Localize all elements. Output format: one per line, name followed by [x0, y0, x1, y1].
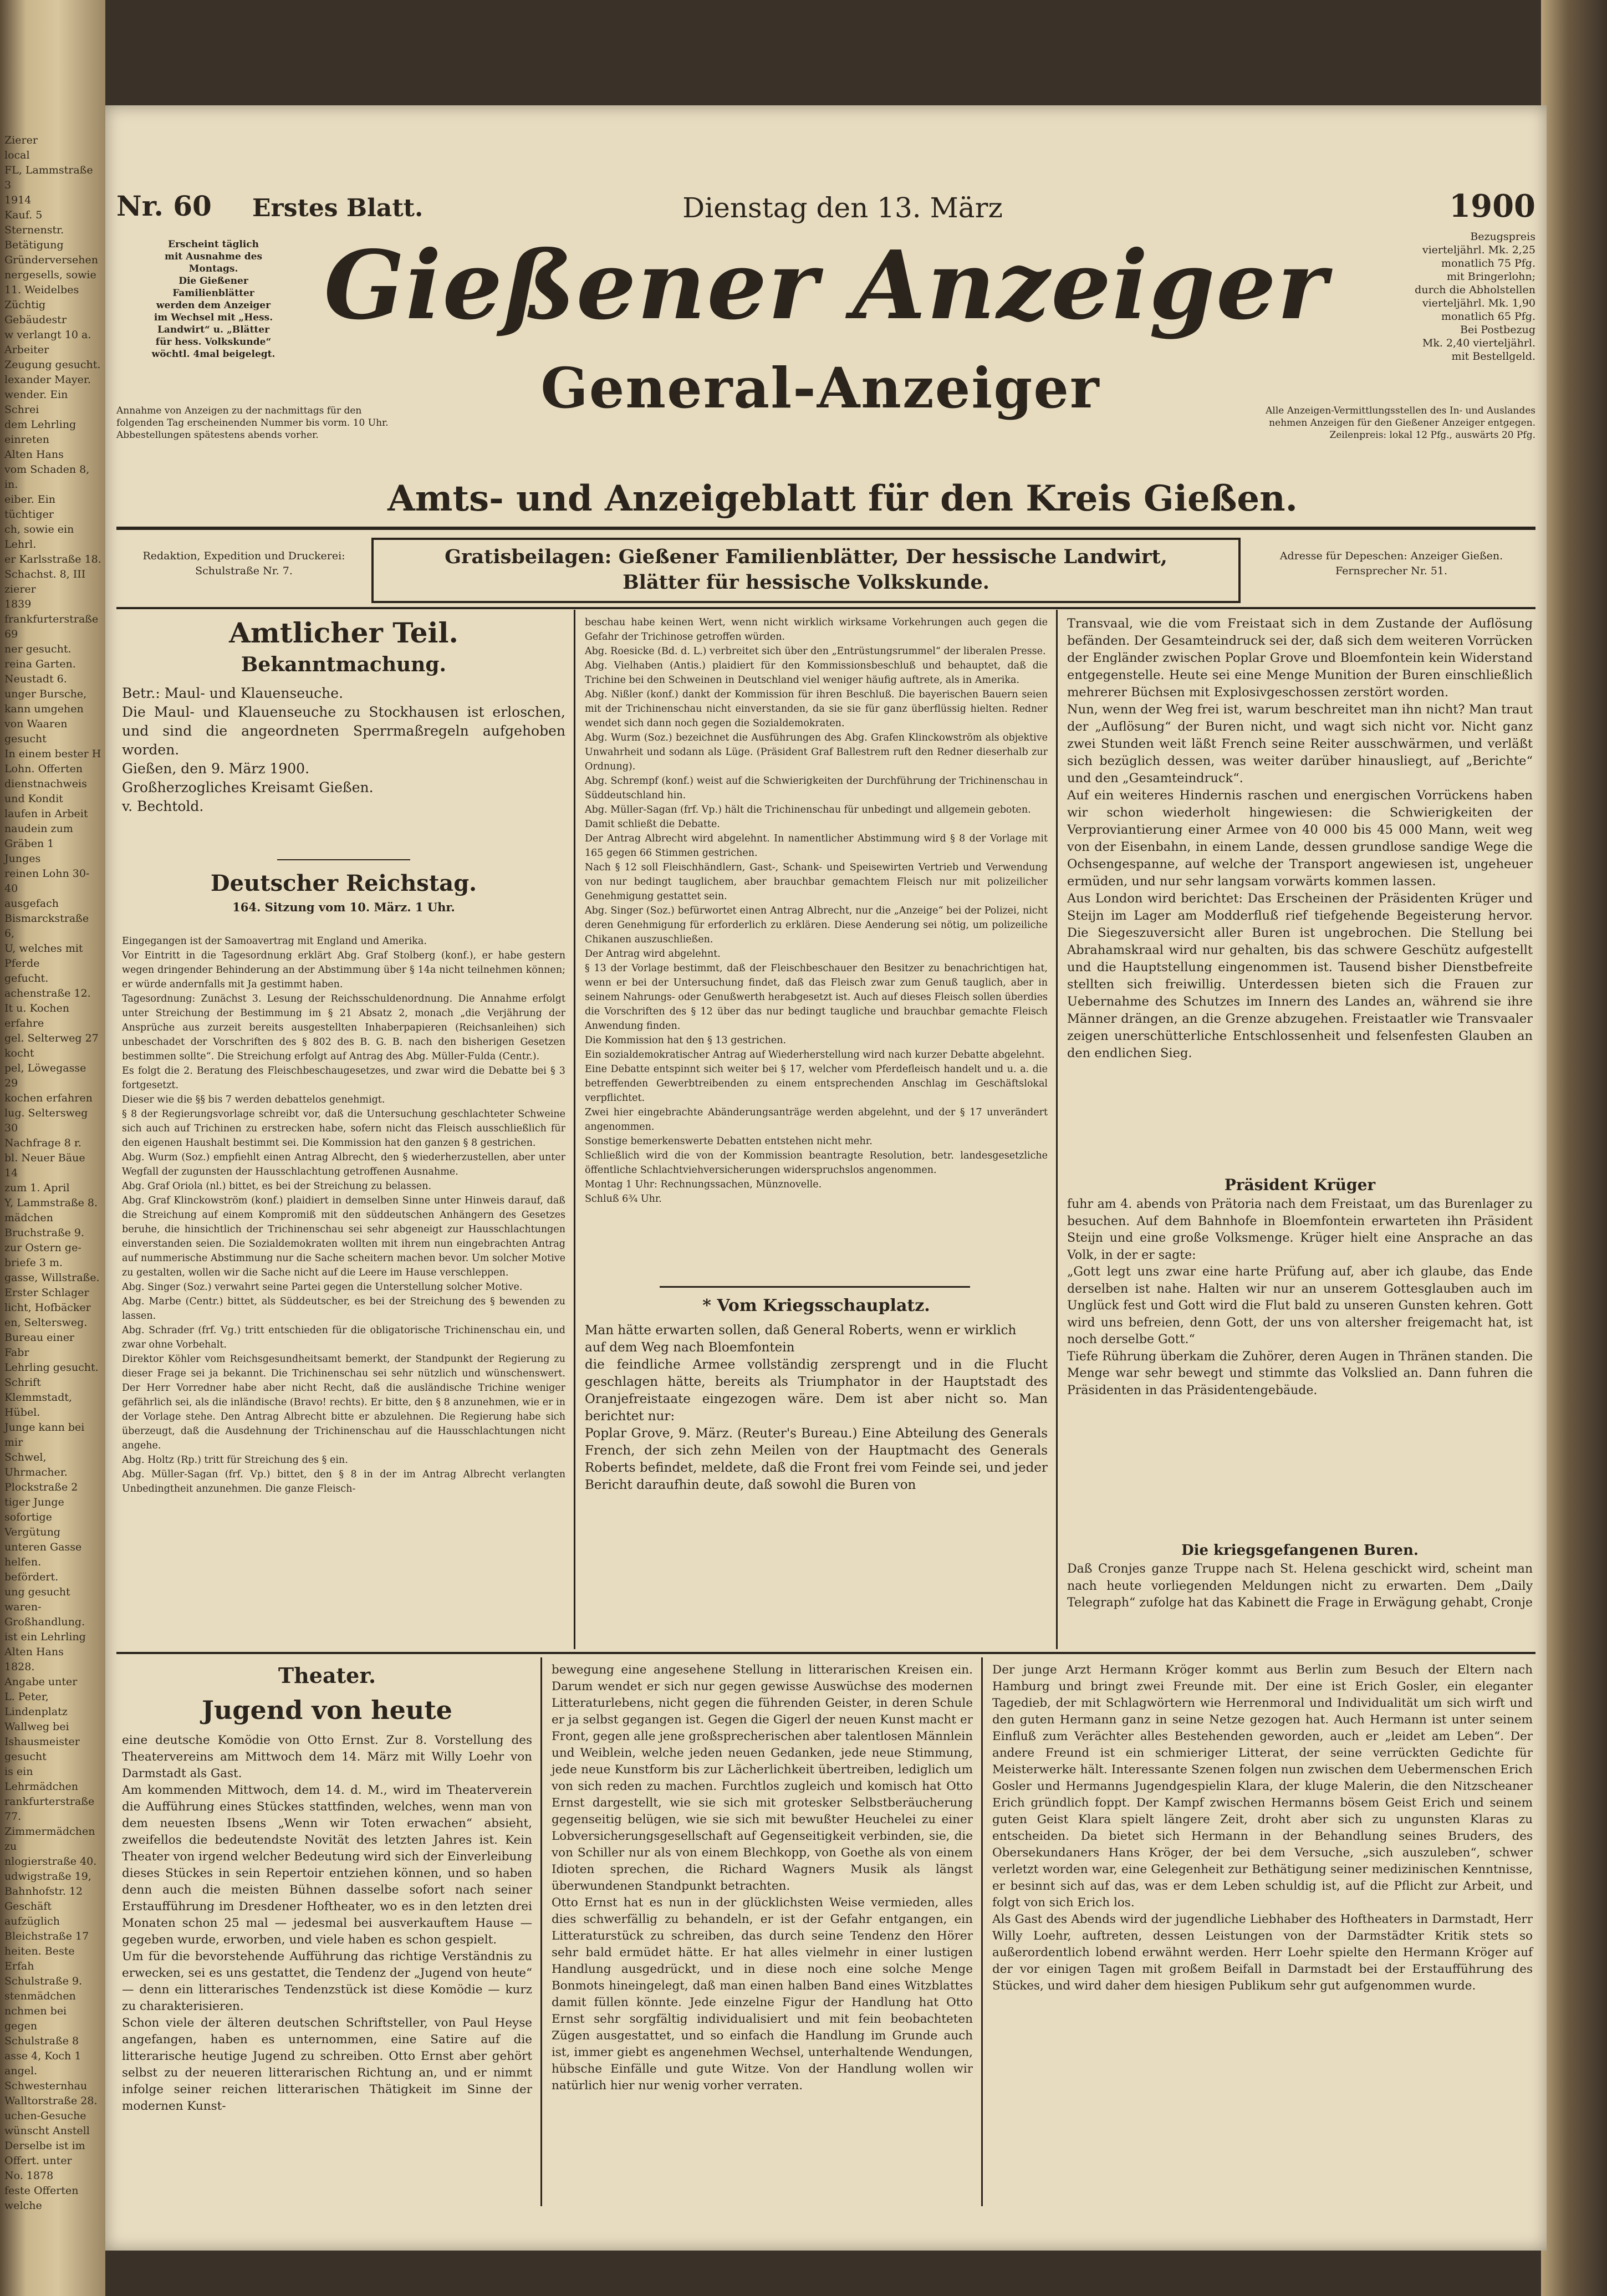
reichstag-text: Eingegangen ist der Samoavertrag mit England und Amerika. Vor Eintritt in die Tagesordnung erklärt Abg. Graf Stolberg (konf.), er habe gestern wegen dringender Behinderung an der Abstimmung über § 14a nicht teilnehmen können; er würde andernfalls mit Ja gestimmt haben. Tagesordnung: Zunächst 3. Lesung der Reichsschuldenordnung. Die Annahme erfolgt unter Streichung der Bestimmung im § 21 Absatz 2, monach „die Verjährung der Ansprüche aus zurzeit bereits ausgestellten Inhaberpapieren (Reichsanleihen) sich unbeschadet der Vorschriften des § 802 des B. G. B. nach den bisherigen Gesetzen bestimmen sollte“. Die Streichung erfolgt auf Antrag des Abg. Müller-Fulda (Centr.). Es folgt die 2. Beratung des Fleischbeschaugesetzes, und zwar wird die Debatte bei § 3 fortgesetzt. Dieser wie die §§ bis 7 werden debattelos genehmigt. § 8 der Regierungsvorlage schreibt vor, daß die Untersuchung geschlachteter Schweine sich auch auf Trichinen zu erstrecken habe, sofern nicht das Fleisch ausschließlich für den eigenen Haushalt bestimmt sei. Die Kommission hat den ganzen § 8 gestrichen. Abg. Wurm (Soz.) empfiehlt einen Antrag Albrecht, den § wiederherzustellen, aber unter Wegfall der zugunsten der Hausschlachtung getroffenen Ausnahme. Abg. Graf Oriola (nl.) bittet, es bei der Streichung zu belassen. Abg. Graf Klinckowström (konf.) plaidiert in demselben Sinne unter Hinweis darauf, daß die Streichung auf einem Kompromiß mit den süddeutschen Anhängern des Gesetzes beruhe, die hinsichtlich der Trichinenschau sei sehr abgeneigt zur Hausschlachtungen einverstanden seien. Die Sozialdemokraten wollten mit ihrem nun eingebrachten Antrag auf nummerische Abstimmung nur die Sache scheitern machen bevor. Um solcher Motive zu gestalten, wollen wir die Sache nicht auf die Leere im Hause verschleppen. Abg. Singer (Soz.) verwahrt seine Partei gegen die Unterstellung solcher Motive. Abg. Marbe (Centr.) bittet, als Süddeutscher, es bei der Streichung des § bewenden zu lassen. Abg. Schrader (frf. Vg.) tritt entschieden für die obligatorische Trichinenschau ein, und zwar ohne Vorbehalt. Direktor Köhler vom Reichsgesundheitsamt bemerkt, der Standpunkt der Regierung zu dieser Frage sei ja bekannt. Die Trichinenschau sei sehr nützlich und wünschenswert. Der Herr Vorredner habe aber nicht Recht, daß die ausländische Trichine weniger gefährlich sei, als die inländische (Bravo! rechts). Er bitte, den § 8 anzunehmen, wie er in der Vorlage stehe. Den Antrag Albrecht bitte er abzulehnen. Die Regierung habe sich überzeugt, daß die Ausdehnung der Trichinenschau auf die Hausschlachtungen nicht angehe. Abg. Holtz (Rp.) tritt für Streichung des § ein. Abg. Müller-Sagan (frf. Vp.) bittet, den § 8 in der im Antrag Albrecht verlangten Unbedingtheit anzunehmen. Die ganze Fleisch-: [122, 936, 565, 1494]
office-address: Redaktion, Expedition und Druckerei: Schulstraße Nr. 7.: [142, 550, 345, 577]
war-heading: * Vom Kriegsschauplatz.: [702, 1296, 930, 1315]
ad-rates-note: Alle Anzeigen-Vermittlungsstellen des In- und Auslandes nehmen Anzeigen für den Gießener Anzeiger entgegen. Zeilenpreis: lokal 12 Pfg., auswärts 20 Pfg.: [1266, 405, 1535, 441]
book-edge: [1541, 0, 1607, 2296]
issue-year: 1900: [1449, 188, 1535, 225]
official-section: [122, 615, 565, 916]
announcement-text: Betr.: Maul- und Klauenseuche. Die Maul- und Klauenseuche zu Stockhausen ist erloschen, und sind die angeordneten Sperrmaßregeln aufgehoben worden. Gießen, den 9. März 1900. Großherzogliches Kreisamt Gießen. v. Bechtold.: [122, 685, 565, 814]
war-text: Man hätte erwarten sollen, daß General Roberts, wenn er wirklich auf dem Weg nach Bloemfontein die feindliche Armee vollständig zersprengt und in die Flucht geschlagen hätte, bereits als Triumphator in der Hauptstadt des Oranjefreistaate eingezogen wäre. Dem ist aber nicht so. Man berichtet nur: Poplar Grove, 9. März. (Reuter's Bureau.) Eine Abteilung des Generals French, der sich zehn Meilen von der Hauptmacht des Generals Roberts befindet, meldete, daß die Front frei vom Feinde sei, und jeder Bericht daraufhin deute, daß sowohl die Buren von: [585, 1323, 1048, 1492]
war-rule: [660, 1286, 970, 1288]
tagline: Amts- und Anzeigeblatt für den Kreis Gießen.: [387, 478, 1298, 519]
supplements-box: [371, 538, 1241, 603]
sheet-label: Erstes Blatt.: [252, 194, 424, 222]
play-title: Jugend von heute: [202, 1695, 452, 1725]
prisoners-heading: Die kriegsgefangenen Buren.: [1181, 1542, 1419, 1559]
adjacent-page-text: Zierer local FL, Lammstraße 3 1914 Kauf. 5 Sternenstr. Betätigung Gründerversehen nergesells, sowie 11. Weidelbes Züchtig Gebäudestr w verlangt 10 a. Arbeiter Zeugung gesucht. lexander Mayer. wender. Ein Schrei dem Lehrling einreten Alten Hans vom Schaden 8, in. eiber. Ein tüchtiger ch, sowie ein Lehrl. er Karlsstraße 18. Schachst. 8, III zierer 1839 frankfurterstraße 69 ner gesucht. reina Garten. Neustadt 6. unger Bursche, kann umgehen von Waaren gesucht In einem bester H Lohn. Offerten dienstnachweis und Kondit laufen in Arbeit naudein zum Gräben 1 Junges reinen Lohn 30-40 ausgefach Bismarckstraße 6, U, welches mit Pferde gefucht. achenstraße 12. It u. Kochen erfahre gel. Selterweg 27 kocht pel, Löwegasse 29 kochen erfahren lug. Seltersweg 30 Nachfrage 8 r. bl. Neuer Bäue 14 zum 1. April Y, Lammstraße 8. mädchen Bruchstraße 9. zur Ostern ge- briefe 3 m. gasse, Willstraße. Erster Schlager licht, Hofbäcker en, Seltersweg. Bureau einer Fabr Lehrling gesucht. Schrift Klemmstadt, Hübel. Junge kann bei mir Schwel, Uhrmacher. Plockstraße 2 tiger Junge sofortige Vergütung unteren Gasse helfen. befördert. ung gesucht waren-Großhandlung. ist ein Lehrling Alten Hans 1828. Angabe unter L. Peter, Lindenplatz Wallweg bei Ishausmeister gesucht is ein Lehrmädchen rankfurterstraße 77. Zimmermädchen zu nlogierstraße 40. udwigstraße 19, Bahnhofstr. 12 Geschäft aufzüglich Bleichstraße 17 heiten. Beste Erfah Schulstraße 9. stenmädchen nchmen bei gegen Schulstraße 8 asse 4, Koch 1 angel. Schwesternhau Walltorstraße 28. uchen-Gesuche wünscht Anstell Derselbe ist im Offert. unter No. 1878 feste Offerten welche: [4, 134, 101, 2212]
newspaper-title: Gießener Anzeiger: [324, 230, 1328, 341]
issue-date: Dienstag den 13. März: [682, 192, 1003, 224]
theater-text-1: eine deutsche Komödie von Otto Ernst. Zur 8. Vorstellung des Theatervereins am Mittwoch dem 14. März mit Willy Loehr von Darmstadt als Gast. Am kommenden Mittwoch, dem 14. d. M., wird im Theaterverein die Aufführung eines Stückes stattfinden, welches, wenn man von dem neuesten Ibsens „Wenn wir Toten erwachen“ absieht, zweifellos die bedeutendste Novität des letzten Jahres ist. Kein Theater von irgend welcher Bedeutung wird sich der Einverleibung dieses Stückes in sein Repertoir entziehen können, und so haben denn auch die meisten Bühnen dasselbe sofort nach seiner Erstaufführung im Dresdener Hoftheater, wo es in den letzten drei Monaten schon 25 mal — jedesmal bei ausverkauftem Hause — gegeben wurde, erworben, und viele haben es schon gespielt. Um für die bevorstehende Aufführung das richtige Verständnis zu erwecken, sei es uns gestattet, die Tendenz der „Jugend von heute“ — denn ein litterarisches Tendenzstück ist diese Komödie — kurz zu charakterisieren. Schon viele der älteren deutschen Schriftsteller, von Paul Heyse angefangen, haben es unternommen, eine Satire auf die litterarische heutige Jugend zu schreiben. Otto Ernst aber gehört selbst zu der neueren litterarischen Richtung an, und er nimmt infolge seiner reichen litterarischen Thätigkeit im Sinne der modernen Kunst-: [122, 1733, 532, 2113]
column-divider-1: [574, 610, 575, 1649]
theater-text-3: Der junge Arzt Hermann Kröger kommt aus Berlin zum Besuch der Eltern nach Hamburg und bringt zwei Freunde mit. Der eine ist Erich Gosler, ein eleganter Tagedieb, der mit Schlagwörtern wie Herrenmoral und Individualität um sich wirft und den guten Hermann ganz in seine Netze gezogen hat. Auch Hermann ist unter seinem Einfluß zum Verächter alles Bestehenden geworden, auch er „leidet am Leben“. Der andere Freund ist ein schmieriger Litterat, der seine verrückten Gedichte für Meisterwerke hält. Interessante Szenen folgen nun zwischen dem Uebermenschen Erich Gosler und Hermanns Jugendgespielin Klara, der kluge Malerin, die den Nitzscheaner Erich gründlich foppt. Der Kampf zwischen Hermanns bösem Geist Erich und seinem guten Geist Klara spielt längere Zeit, droht aber sich zu ungunsten Klaras zu entscheiden. Da bietet sich Hermann in der Behandlung seines Bruders, des Obersekundaners Hans Kröger, der bei dem Versuche, „sich auszuleben“, schwer verletzt worden war, eine Gelegenheit zur Bethätigung seiner medizinischen Kenntnisse, er besinnt sich auf das, was er dem Leben schuldig ist, auf die Pflicht zur Arbeit, und folgt von sich Erich los. Als Gast des Abends wird der jugendliche Liebhaber des Hoftheaters in Darmstadt, Herr Willy Loehr, auftreten, dessen Leistungen von der Darmstädter Kritik stets so außerordentlich lobend erwähnt werden. Herr Loehr spielte den Hermann Kröger auf der vor einigen Tagen mit großem Beifall in Darmstadt bei der Erstaufführung des Stückes, und wird daher dem hiesigen Publikum sehr gut aufgenommen wurde.: [992, 1663, 1533, 1993]
adjacent-page-strip: [0, 0, 105, 2296]
newspaper-page: [105, 105, 1547, 2251]
announcement-heading: Bekanntmachung.: [241, 653, 447, 676]
column-divider-2: [1056, 610, 1058, 1649]
ad-deadline-note: Annahme von Anzeigen zu der nachmittags für den folgenden Tag erscheinenden Nummer bis vorm. 10 Uhr. Abbestellungen spätestens abends vorher.: [116, 405, 389, 441]
section-rule: [277, 859, 410, 860]
kruger-text: fuhr am 4. abends von Prätoria nach dem Freistaat, um das Burenlager zu besuchen. Auf dem Bahnhofe in Bloemfontein erwarteten ihn Präsident Steijn und eine große Volksmenge. Krüger hielt eine Ansprache an das Volk, in der er sagte: „Gott legt uns zwar eine harte Prüfung auf, aber ich glaube, das Ende derselben ist nahe. Halten wir nur an unserem Gottesglauben auch im Unglück fest und Gott wird die Flut bald zu unseren Gunsten kehren. Gott wird uns befreien, denn Gott, der uns von altersher freigemacht hat, ist noch derselbe Gott.“ Tiefe Rührung überkam die Zuhörer, deren Augen in Thränen standen. Die Menge war sehr bewegt und stimmte das Volkslied an. Dann fuhren die Präsidenten in das Präsidentengebäude.: [1067, 1197, 1533, 1397]
issue-number: Nr. 60: [116, 190, 212, 222]
subscription-price: Bezugspreis vierteljährl. Mk. 2,25 monatlich 75 Pfg. mit Bringerlohn; durch die Abholstellen vierteljährl. Mk. 1,90 monatlich 65 Pfg. Bei Postbezug Mk. 2,40 vierteljährl. mit Bestellgeld.: [1415, 231, 1535, 363]
prisoners-text: Daß Cronjes ganze Truppe nach St. Helena geschickt wird, scheint man nach heute vorliegenden Meldungen nicht zu erwarten. Dem „Daily Telegraph“ zufolge hat das Kabinett die Frage in Erwägung gehabt, Cronje: [1067, 1562, 1533, 1610]
supplements-list: Gratisbeilagen: Gießener Familienblätter, Der hessische Landwirt, Blätter für hessische Volkskunde.: [445, 545, 1167, 594]
reichstag-continued: beschau habe keinen Wert, wenn nicht wirklich wirksame Vorkehrungen auch gegen die Gefahr der Trichinose getroffen würden. Abg. Roesicke (Bd. d. L.) verbreitet sich über den „Entrüstungsrummel“ der liberalen Presse. Abg. Vielhaben (Antis.) plaidiert für den Kommissionsbeschluß und behauptet, daß die Trichine bei den Schweinen in Deutschland viel weniger häufig auftrete, als in Amerika. Abg. Nißler (konf.) dankt der Kommission für ihren Beschluß. Die bayerischen Bauern seien mit der Trichinenschau nicht einverstanden, da sie sie für ganz überflüssig hielten. Redner wendet sich dann noch gegen die Sozialdemokraten. Abg. Wurm (Soz.) bezeichnet die Ausführungen des Abg. Grafen Klinckowström als objektive Unwahrheit und sodann als Lüge. (Präsident Graf Ballestrem ruft den Redner dieserhalb zur Ordnung). Abg. Schrempf (konf.) weist auf die Schwierigkeiten der Durchführung der Trichinenschau in Süddeutschland hin. Abg. Müller-Sagan (frf. Vp.) hält die Trichinenschau für unbedingt und allgemein geboten. Damit schließt die Debatte. Der Antrag Albrecht wird abgelehnt. In namentlicher Abstimmung wird § 8 der Vorlage mit 165 gegen 66 Stimmen gestrichen. Nach § 12 soll Fleischhändlern, Gast-, Schank- und Speisewirten Vertrieb und Verwendung von nur bedingt tauglichem, aber brauchbar gemachtem Fleisch nur mit polizeilicher Genehmigung gestattet sein. Abg. Singer (Soz.) befürwortet einen Antrag Albrecht, nur die „Anzeige“ bei der Polizei, nicht deren Genehmigung für erforderlich zu erklären. Diese Aenderung sei nötig, um polizeiliche Chikanen auszuschließen. Der Antrag wird abgelehnt. § 13 der Vorlage bestimmt, daß der Fleischbeschauer den Besitzer zu benachrichtigen hat, wenn er bei der Untersuchung findet, daß das Fleisch zwar zum Genuß tauglich, aber in seinem Nahrungs- oder Genußwerth herabgesetzt ist. Auch auf dieses Fleisch sollen überdies die Vorschriften des § 12 über das nur bedingt taugliche und brauchbar gemachte Fleisch Anwendung finden. Die Kommission hat den § 13 gestrichen. Ein sozialdemokratischer Antrag auf Wiederherstellung wird nach kurzer Debatte abgelehnt. Eine Debatte entspinnt sich weiter bei § 17, welcher vom Pferdefleisch handelt und u. a. die betreffenden Gewerbtreibenden zu einem entsprechenden Anschlag im Geschäftslokal verpflichtet. Zwei hier eingebrachte Abänderungsanträge werden abgelehnt, und der § 17 unverändert angenommen. Sonstige bemerkenswerte Debatten entstehen nicht mehr. Schließlich wird die von der Kommission beantragte Resolution, betr. landesgesetzliche öffentliche Schlachtviehversicherungen widerspruchslos angenommen. Montag 1 Uhr: Rechnungssachen, Münznovelle. Schluß 6¾ Uhr.: [585, 617, 1048, 1205]
column-divider-3: [540, 1657, 542, 2206]
theater-heading: Theater.: [278, 1663, 376, 1688]
column-divider-4: [981, 1657, 983, 2206]
newspaper-subtitle: General-Anzeiger: [540, 355, 1100, 421]
feuilleton-rule: [116, 1652, 1535, 1654]
masthead-rule: [116, 527, 1535, 530]
reichstag-heading: Deutscher Reichstag.: [210, 870, 477, 896]
publication-note: Erscheint täglich mit Ausnahme des Montags. Die Gießener Familienblätter werden dem Anzeiger im Wechsel mit „Hess. Landwirt“ u. „Blätter für hess. Volkskunde“ wöchtl. 4mal beigelegt.: [151, 239, 276, 360]
band-rule: [116, 607, 1535, 609]
war-continued: Transvaal, wie die vom Freistaat sich in dem Zustande der Auflösung befänden. Der Gesamteindruck sei der, daß sich dem weiteren Vorrücken der Engländer zwischen Poplar Grove und Bloemfontein kein Widerstand entgegenstelle. Heute sei eine Menge Munition der Buren einschließlich mehrerer Büchsen mit Explosivgeschossen zerstört worden. Nun, wenn der Weg frei ist, warum beschreitet man ihn nicht? Man traut der „Auflösung“ der Buren nicht, und wagt sich nicht vor. Nicht ganz zwei Stunden weit läßt French seine Reiter ausschwärmen, und verläßt sich bezüglich dessen, was weiter darüber hinausliegt, auf „Berichte“ und den „Gesamteindruck“. Auf ein weiteres Hindernis raschen und energischen Vorrückens haben wir schon wiederholt hingewiesen: die Schwierigkeiten der Verproviantierung einer Armee von 40 000 bis 45 000 Mann, weit weg von der Eisenbahn, in einem Lande, dessen grundlose sandige Wege die Ochsengespanne, auf welche der Transport angewiesen ist, ungeheuer ermüden, und nur sehr langsam vorwärts kommen lassen. Aus London wird berichtet: Das Erscheinen der Präsidenten Krüger und Steijn im Lager am Modderfluß rief tiefgehende Begeisterung hervor. Die Siegeszuversicht aller Buren ist ungebrochen. Die Stellung bei Abrahamskraal wird nur gehalten, bis das schwere Geschütz aufgestellt und die Hauptstellung eingenommen ist. Tausend bisher Dienstbefreite stellten sich freiwillig. Unterdessen bieten sich die Frauen zur Uebernahme des Schutzes im Innern des Landes an, während sie ihre Männer drängen, an die Grenze abzugehen. Freistaatler wie Transvaaler zeigen unerschütterliche Entschlossenheit und felsenfesten Glauben an den endlichen Sieg.: [1067, 616, 1533, 1060]
official-heading: Amtlicher Teil.: [229, 616, 458, 649]
theater-text-2: bewegung eine angesehene Stellung in litterarischen Kreisen ein. Darum wendet er sich nur gegen gewisse Auswüchse des modernen Litteraturlebens, nicht gegen die führenden Geister, in deren Schule er ja selbst gegangen ist. Gegen die Gigerl der neuen Kunst macht er Front, gegen alle jene großsprecherischen aber talentlosen Männlein und Weiblein, welche jeden neuen Gedanken, jede neue Stimmung, jede neue Kunstform bis zur Lächerlichkeit übertreiben, lediglich um von sich reden zu machen. Furchtlos zugleich und komisch hat Otto Ernst dargestellt, wie sie sich mit grotesker Selbstberäucherung gegenseitig belügen, wie sie sich mit bewußter Heuchelei zu einer Lobversicherungsgesellschaft auf Gegenseitigkeit verbinden, sie, die von Schiller nur als von einem Blechkopp, von Goethe als von einem Idioten sprechen, die Richard Wagners Musik als längst überwundenen Standpunkt betrachten. Otto Ernst hat es nun in der glücklichsten Weise vermieden, alles dies schwerfällig zu behandeln, er ist der Gefahr entgangen, ein Litteraturstück zu schreiben, das durch seine Tendenz den Hörer sehr bald ermüdet hätte. Er hat alles vielmehr in einer lustigen Handlung ausgedrückt, und in diese noch eine solche Menge Bonmots hineingelegt, daß man einen halben Band eines Witzblattes damit füllen könnte. Jede einzelne Figur der Handlung hat Otto Ernst sehr sorgfältig individualisiert und mit fein beobachteten Zügen ausgestattet, und so einfach die Handlung im Grunde auch ist, immer giebt es angenehmen Wechsel, unterhaltende Wendungen, hübsche Einfälle und gute Witze. Von der Handlung wollen wir natürlich hier nur wenig vorher verraten.: [552, 1663, 973, 2093]
telegram-address: Adresse für Depeschen: Anzeiger Gießen. Fernsprecher Nr. 51.: [1279, 550, 1503, 577]
kruger-heading: Präsident Krüger: [1224, 1176, 1376, 1194]
session-line: 164. Sitzung vom 10. März. 1 Uhr.: [232, 900, 455, 914]
